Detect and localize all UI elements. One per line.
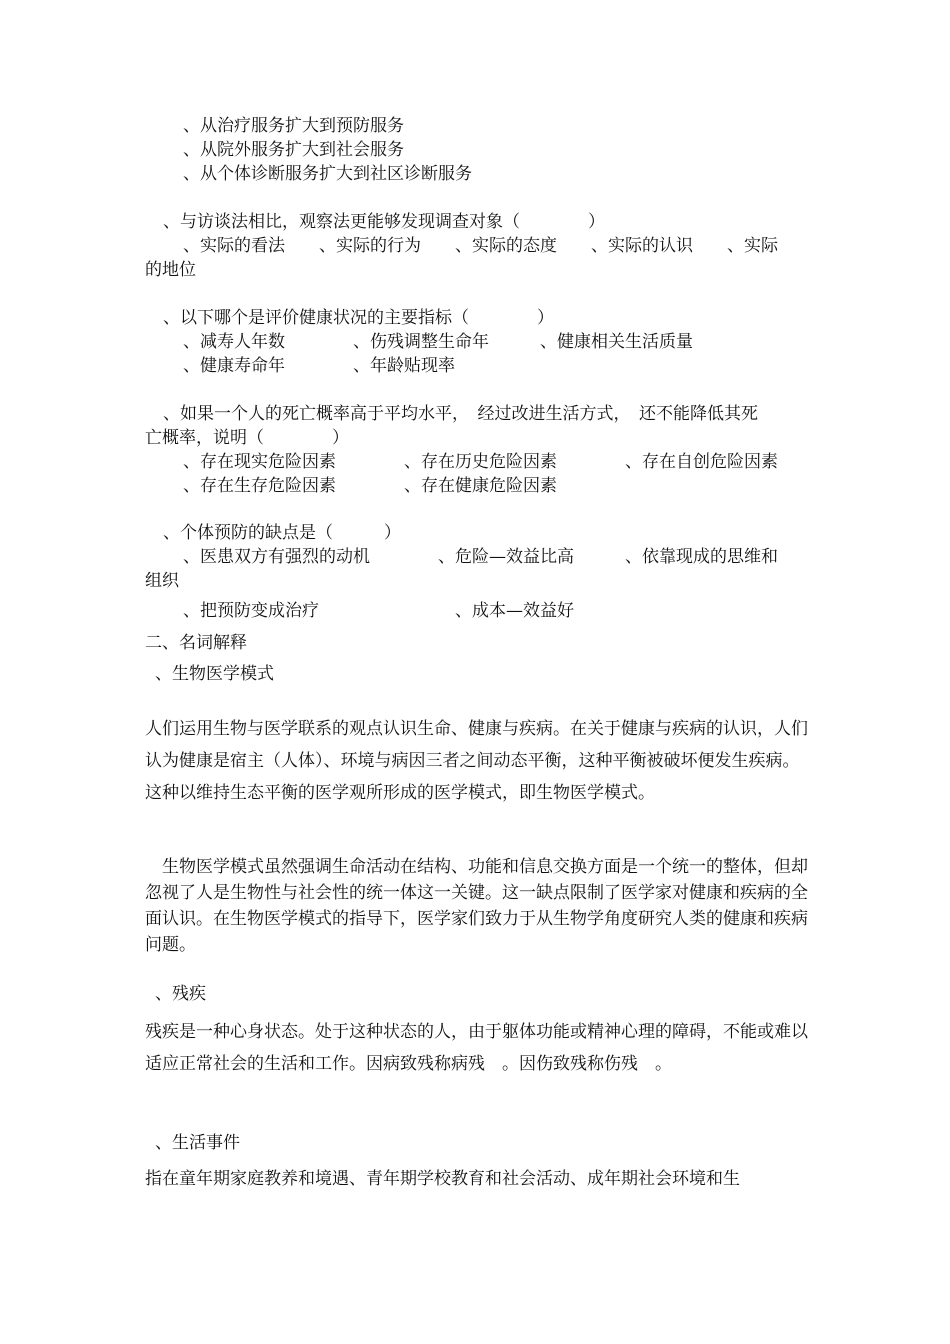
- term-definition: 生物医学模式虽然强调生命活动在结构、功能和信息交换方面是一个统一的整体，但却忽视了人是生物性与社会性的统一体这一关键。这一缺点限制了医学家对健康和疾病的全面认识。在生物医学模式的指导下，医学家们致力于从生物学角度研究人类的健康和疾病问题。: [145, 857, 808, 955]
- option-line: 、健康寿命年 、年龄贴现率: [183, 356, 455, 376]
- option-line: 、存在现实危险因素 、存在历史危险因素 、存在自创危险因素: [183, 452, 778, 472]
- question-stem: 、如果一个人的死亡概率高于平均水平， 经过改进生活方式， 还不能降低其死: [163, 404, 758, 424]
- section-heading: 二、名词解释: [145, 633, 247, 653]
- option-line: 组织: [145, 571, 179, 591]
- term-title: 、残疾: [155, 984, 206, 1004]
- option-line: 、实际的看法 、实际的行为 、实际的态度 、实际的认识 、实际: [183, 236, 778, 256]
- option-line: 、存在生存危险因素 、存在健康危险因素: [183, 476, 557, 496]
- term-title: 、生活事件: [155, 1133, 240, 1153]
- option-line: 、从个体诊断服务扩大到社区诊断服务: [183, 164, 472, 184]
- term-title: 、生物医学模式: [155, 664, 274, 684]
- term-definition: 指在童年期家庭教养和境遇、青年期学校教育和社会活动、成年期社会环境和生: [145, 1169, 740, 1189]
- option-line: 、从治疗服务扩大到预防服务: [183, 116, 404, 136]
- question-stem-cont: 亡概率，说明（ ）: [145, 428, 349, 448]
- option-line: 、把预防变成治疗 、成本—效益好: [183, 601, 574, 621]
- option-line: 的地位: [145, 260, 196, 280]
- question-stem: 、以下哪个是评价健康状况的主要指标（ ）: [163, 308, 554, 328]
- term-definition: 残疾是一种心身状态。处于这种状态的人，由于躯体功能或精神心理的障碍，不能或难以适应正常社会的生活和工作。因病致残称病残 。因伤致残称伤残 。: [145, 1022, 808, 1074]
- option-line: 、减寿人年数 、伤残调整生命年 、健康相关生活质量: [183, 332, 693, 352]
- question-stem: 、与访谈法相比，观察法更能够发现调查对象（ ）: [163, 212, 605, 232]
- option-line: 、从院外服务扩大到社会服务: [183, 140, 404, 160]
- question-stem: 、个体预防的缺点是（ ）: [163, 523, 401, 543]
- option-line: 、医患双方有强烈的动机 、危险—效益比高 、依靠现成的思维和: [183, 547, 778, 567]
- term-definition: 人们运用生物与医学联系的观点认识生命、健康与疾病。在关于健康与疾病的认识，人们认为健康是宿主（人体）、环境与病因三者之间动态平衡，这种平衡被破坏便发生疾病。这种以维持生态平衡的医学观所形成的医学模式，即生物医学模式。: [145, 719, 808, 803]
